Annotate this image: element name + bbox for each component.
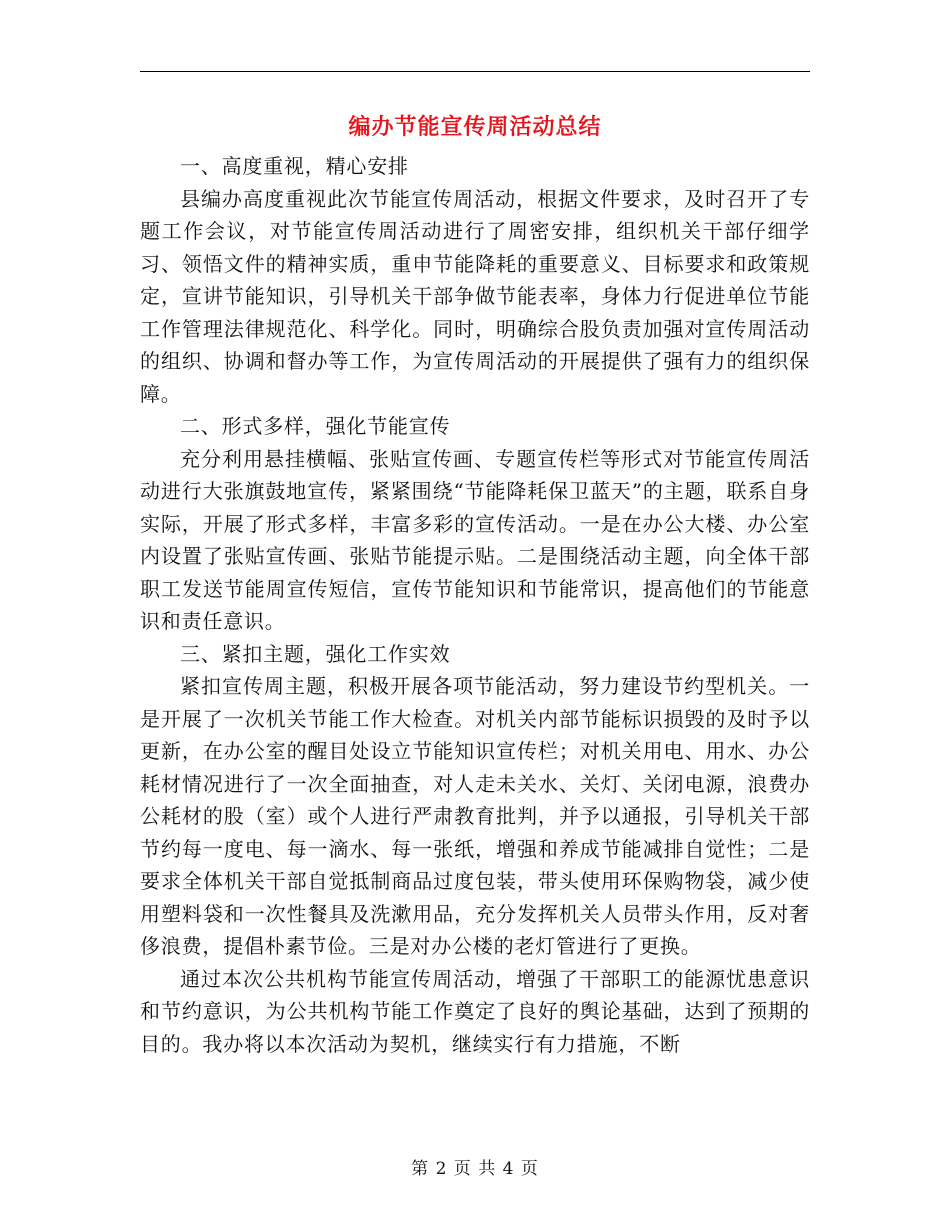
paragraph-2: 充分利用悬挂横幅、张贴宣传画、专题宣传栏等形式对节能宣传周活动进行大张旗鼓地宣传，紧紧围绕“节能降耗保卫蓝天”的主题，联系自身实际，开展了形式多样，丰富多彩的宣传活动。一是在办公大楼、办公室内设置了张贴宣传画、张贴节能提示贴。二是围绕活动主题，向全体干部职工发送节能周宣传短信，宣传节能知识和节能常识，提高他们的节能意识和责任意识。 — [140, 446, 810, 633]
paragraph-1: 县编办高度重视此次节能宣传周活动，根据文件要求，及时召开了专题工作会议，对节能宣传周活动进行了周密安排，组织机关干部仔细学习、领悟文件的精神实质，重申节能降耗的重要意义、目标要求和政策规定，宣讲节能知识，引导机关干部争做节能表率，身体力行促进单位节能工作管理法律规范化、科学化。同时，明确综合股负责加强对宣传周活动的组织、协调和督办等工作，为宣传周活动的开展提供了强有力的组织保障。 — [140, 186, 810, 406]
document-title: 编办节能宣传周活动总结 — [348, 114, 602, 140]
section-heading-3: 三、紧扣主题，强化工作实效 — [180, 641, 451, 666]
paragraph-4: 通过本次公共机构节能宣传周活动，增强了干部职工的能源忧患意识和节约意识，为公共机构节能工作奠定了良好的舆论基础，达到了预期的目的。我办将以本次活动为契机，继续实行有力措施，不断 — [140, 966, 810, 1056]
header-rule — [140, 71, 810, 72]
page-number: 第 2 页 共 4 页 — [411, 1159, 539, 1179]
paragraph-3: 紧扣宣传周主题，积极开展各项节能活动，努力建设节约型机关。一是开展了一次机关节能工作大检查。对机关内部节能标识损毁的及时予以更新，在办公室的醒目处设立节能知识宣传栏；对机关用电、用水、办公耗材情况进行了一次全面抽查，对人走未关水、关灯、关闭电源，浪费办公耗材的股（室）或个人进行严肃教育批判，并予以通报，引导机关干部节约每一度电、每一滴水、每一张纸，增强和养成节能减排自觉性；二是要求全体机关干部自觉抵制商品过度包装，带头使用环保购物袋，减少使用塑料袋和一次性餐具及洗漱用品，充分发挥机关人员带头作用，反对奢侈浪费，提倡朴素节俭。三是对办公楼的老灯管进行了更换。 — [140, 674, 810, 958]
section-heading-1: 一、高度重视，精心安排 — [180, 154, 409, 178]
section-heading-2: 二、形式多样，强化节能宣传 — [180, 414, 451, 438]
document-body — [140, 150, 810, 1060]
